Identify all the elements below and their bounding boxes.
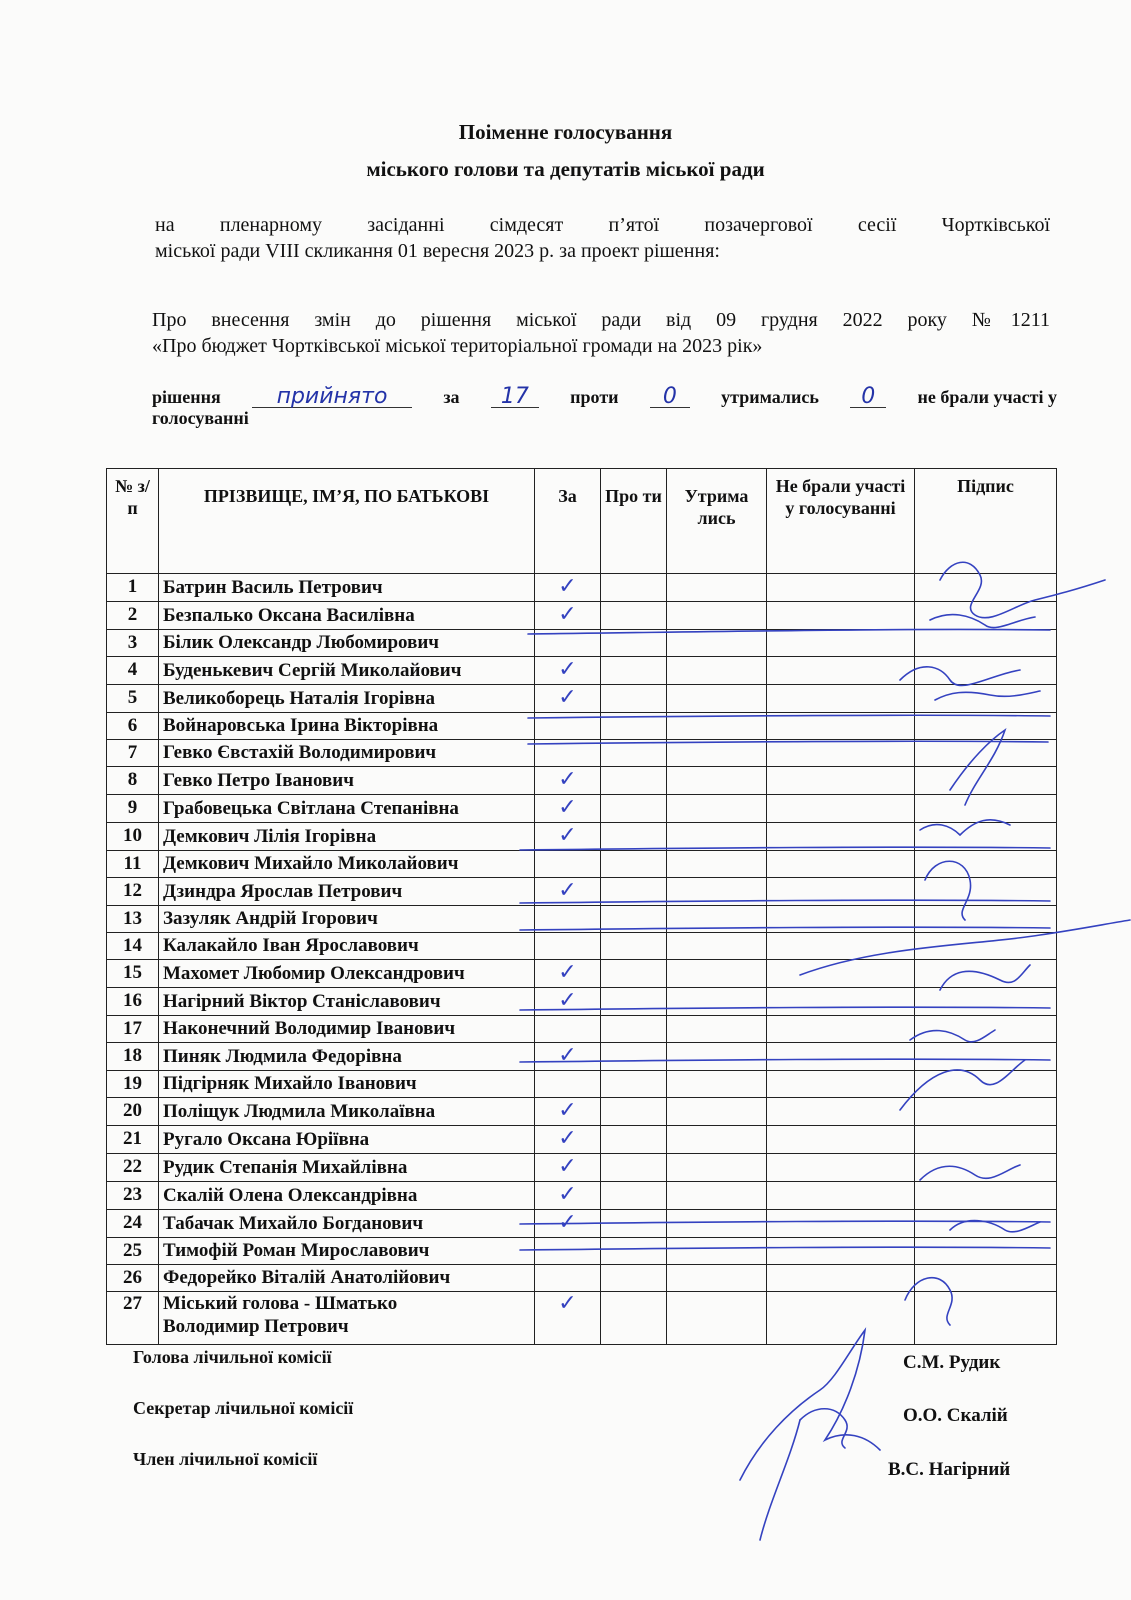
header-abstained: Утрима лись — [667, 469, 767, 574]
not-participated-cell — [767, 906, 915, 933]
signature-cell — [915, 933, 1057, 960]
against-label: проти — [570, 387, 619, 407]
decision-label: рішення — [152, 387, 221, 407]
vote-abstained-cell — [667, 960, 767, 988]
check-mark-icon: ✓ — [558, 1098, 577, 1123]
vote-for-cell — [535, 1210, 601, 1238]
deputy-name: Білик Олександр Любомирович — [159, 630, 535, 657]
vote-against-cell — [601, 685, 667, 713]
deputy-name: Грабовецька Світлана Степанівна — [159, 795, 535, 823]
vote-for-cell — [535, 767, 601, 795]
row-number: 17 — [107, 1016, 159, 1043]
document-title: Поіменне голосування — [458, 120, 673, 144]
not-participated-cell — [767, 1126, 915, 1154]
row-number: 19 — [107, 1071, 159, 1098]
row-number: 9 — [107, 795, 159, 823]
project-line-2: «Про бюджет Чортківської міської територіальної громади на 2023 рік» — [152, 335, 763, 357]
row-number: 16 — [107, 988, 159, 1016]
signature-cell — [915, 685, 1057, 713]
vote-abstained-cell — [667, 657, 767, 685]
signature-cell — [915, 851, 1057, 878]
vote-for-cell — [535, 1071, 601, 1098]
intro-line-2: міської ради VIII скликання 01 вересня 2023 р. за проект рішення: — [155, 240, 720, 262]
vote-result — [152, 386, 1057, 429]
signature-cell — [915, 713, 1057, 740]
check-mark-icon: ✓ — [558, 1126, 577, 1151]
vote-abstained-cell — [667, 1126, 767, 1154]
header-signature: Підпис — [915, 469, 1057, 574]
deputy-name: Демкович Лілія Ігорівна — [159, 823, 535, 851]
table-row — [107, 767, 1057, 795]
vote-for-cell — [535, 823, 601, 851]
not-participated-cell — [767, 1238, 915, 1265]
deputy-name: Ругало Оксана Юріївна — [159, 1126, 535, 1154]
row-number: 14 — [107, 933, 159, 960]
vote-against-cell — [601, 960, 667, 988]
deputy-name: Наконечний Володимир Іванович — [159, 1016, 535, 1043]
check-mark-icon: ✓ — [558, 1210, 577, 1235]
deputy-name: Дзиндра Ярослав Петрович — [159, 878, 535, 906]
not-participated-cell — [767, 933, 915, 960]
vote-against-cell — [601, 851, 667, 878]
vote-for-cell — [535, 574, 601, 602]
row-number: 2 — [107, 602, 159, 630]
for-label: за — [443, 387, 460, 407]
table-row — [107, 1154, 1057, 1182]
table-row — [107, 1238, 1057, 1265]
vote-abstained-cell — [667, 1016, 767, 1043]
row-number: 5 — [107, 685, 159, 713]
vote-against-cell — [601, 1238, 667, 1265]
vote-against-cell — [601, 878, 667, 906]
not-participated-cell — [767, 602, 915, 630]
vote-abstained-cell — [667, 1238, 767, 1265]
vote-against-cell — [601, 988, 667, 1016]
table-row — [107, 1182, 1057, 1210]
row-number: 23 — [107, 1182, 159, 1210]
signature-cell — [915, 1154, 1057, 1182]
table-row — [107, 960, 1057, 988]
chair-label: Голова лічильної комісії — [133, 1347, 332, 1367]
not-participated-cell — [767, 1182, 915, 1210]
check-mark-icon: ✓ — [558, 767, 577, 792]
signature-cell — [915, 1016, 1057, 1043]
vote-abstained-cell — [667, 1071, 767, 1098]
deputy-name: Батрин Василь Петрович — [159, 574, 535, 602]
row-number: 21 — [107, 1126, 159, 1154]
check-mark-icon: ✓ — [558, 657, 577, 682]
not-participated-cell — [767, 878, 915, 906]
signature-cell — [915, 878, 1057, 906]
signature-cell — [915, 1071, 1057, 1098]
vote-against-cell — [601, 906, 667, 933]
vote-abstained-cell — [667, 988, 767, 1016]
header-name: ПРІЗВИЩЕ, ІМ’Я, ПО БАТЬКОВІ — [159, 469, 535, 574]
table-row — [107, 795, 1057, 823]
signature-scribble — [740, 1330, 880, 1480]
not-participated-cell — [767, 657, 915, 685]
signature-scribble — [800, 1409, 847, 1448]
table-row — [107, 1210, 1057, 1238]
table-row — [107, 1016, 1057, 1043]
row-number: 7 — [107, 740, 159, 767]
table-row — [107, 906, 1057, 933]
not-participated-cell — [767, 1098, 915, 1126]
row-number: 10 — [107, 823, 159, 851]
deputy-name: Безпалько Оксана Василівна — [159, 602, 535, 630]
check-mark-icon: ✓ — [558, 795, 577, 820]
table-row — [107, 1071, 1057, 1098]
row-number: 22 — [107, 1154, 159, 1182]
vote-against-cell — [601, 630, 667, 657]
deputy-name: Табачак Михайло Богданович — [159, 1210, 535, 1238]
not-participated-cell — [767, 1210, 915, 1238]
vote-abstained-cell — [667, 685, 767, 713]
not-participated-cell — [767, 767, 915, 795]
vote-against-cell — [601, 602, 667, 630]
deputy-name: Підгірняк Михайло Іванович — [159, 1071, 535, 1098]
table-row — [107, 1265, 1057, 1292]
check-mark-icon: ✓ — [558, 574, 577, 599]
table-row — [107, 685, 1057, 713]
row-number: 8 — [107, 767, 159, 795]
vote-for-cell — [535, 988, 601, 1016]
vote-against-cell — [601, 1126, 667, 1154]
deputy-name: Калакайло Іван Ярославович — [159, 933, 535, 960]
signature-cell — [915, 906, 1057, 933]
signature-cell — [915, 823, 1057, 851]
vote-abstained-cell — [667, 851, 767, 878]
vote-against-cell — [601, 1154, 667, 1182]
deputy-name-line-1: Міський голова - Шматько — [163, 1293, 398, 1314]
deputy-name: Поліщук Людмила Миколаївна — [159, 1098, 535, 1126]
vote-abstained-cell — [667, 823, 767, 851]
vote-abstained-cell — [667, 795, 767, 823]
not-participated-cell — [767, 740, 915, 767]
vote-against-cell — [601, 1182, 667, 1210]
not-participated-cell — [767, 630, 915, 657]
abstained-count: 0 — [850, 386, 886, 408]
row-number: 18 — [107, 1043, 159, 1071]
check-mark-icon: ✓ — [558, 1154, 577, 1179]
vote-abstained-cell — [667, 630, 767, 657]
signature-cell — [915, 1238, 1057, 1265]
intro-line-1: на пленарному засіданні сімдесят п’ятої позачергової сесії Чортківської — [155, 214, 1050, 236]
not-participated-cell — [767, 1043, 915, 1071]
header-num: № з/п — [107, 469, 159, 574]
signature-cell — [915, 740, 1057, 767]
secretary-name: О.О. Скалій — [903, 1405, 1008, 1426]
vote-abstained-cell — [667, 1292, 767, 1345]
vote-against-cell — [601, 795, 667, 823]
not-participated-cell — [767, 1292, 915, 1345]
table-row — [107, 740, 1057, 767]
signature-scribble — [760, 1420, 800, 1540]
vote-for-cell — [535, 685, 601, 713]
table-row — [107, 574, 1057, 602]
not-participated-cell — [767, 851, 915, 878]
vote-for-cell — [535, 602, 601, 630]
table-row — [107, 1126, 1057, 1154]
signature-cell — [915, 1292, 1057, 1345]
signature-cell — [915, 657, 1057, 685]
signature-cell — [915, 1210, 1057, 1238]
table-row — [107, 1043, 1057, 1071]
check-mark-icon: ✓ — [558, 878, 577, 903]
voting-label: голосуванні — [152, 408, 249, 428]
deputy-name: Великоборець Наталія Ігорівна — [159, 685, 535, 713]
vote-against-cell — [601, 1071, 667, 1098]
vote-for-cell — [535, 851, 601, 878]
check-mark-icon: ✓ — [558, 823, 577, 848]
deputy-name: Зазуляк Андрій Ігорович — [159, 906, 535, 933]
secretary-label: Секретар лічильної комісії — [133, 1398, 354, 1418]
vote-for-cell — [535, 1292, 601, 1345]
signature-cell — [915, 1098, 1057, 1126]
deputy-name: Рудик Степанія Михайлівна — [159, 1154, 535, 1182]
vote-table — [106, 468, 1057, 1345]
not-participated-cell — [767, 988, 915, 1016]
row-number: 3 — [107, 630, 159, 657]
deputy-name: Пиняк Людмила Федорівна — [159, 1043, 535, 1071]
signature-cell — [915, 988, 1057, 1016]
deputy-name: Нагірний Віктор Станіславович — [159, 988, 535, 1016]
table-row — [107, 878, 1057, 906]
member-label: Член лічильної комісії — [133, 1449, 318, 1469]
vote-abstained-cell — [667, 1210, 767, 1238]
vote-for-cell — [535, 1126, 601, 1154]
signature-cell — [915, 795, 1057, 823]
vote-against-cell — [601, 1016, 667, 1043]
deputy-name: Федорейко Віталій Анатолійович — [159, 1265, 535, 1292]
table-row — [107, 657, 1057, 685]
signature-cell — [915, 1043, 1057, 1071]
for-count: 17 — [491, 386, 539, 408]
row-number: 24 — [107, 1210, 159, 1238]
table-row — [107, 1292, 1057, 1345]
header-not-participated: Не брали участі у голосуванні — [767, 469, 915, 574]
deputy-name: Демкович Михайло Миколайович — [159, 851, 535, 878]
row-number: 15 — [107, 960, 159, 988]
deputy-name: Буденькевич Сергій Миколайович — [159, 657, 535, 685]
signature-cell — [915, 767, 1057, 795]
not-participated-cell — [767, 1265, 915, 1292]
decision-value: прийнято — [252, 386, 412, 408]
table-row — [107, 630, 1057, 657]
not-participated-cell — [767, 713, 915, 740]
deputy-name: Махомет Любомир Олександрович — [159, 960, 535, 988]
row-number: 13 — [107, 906, 159, 933]
table-row — [107, 1098, 1057, 1126]
vote-for-cell — [535, 1238, 601, 1265]
vote-for-cell — [535, 740, 601, 767]
row-number: 27 — [107, 1292, 159, 1345]
row-number: 6 — [107, 713, 159, 740]
vote-abstained-cell — [667, 740, 767, 767]
vote-abstained-cell — [667, 1265, 767, 1292]
table-row — [107, 713, 1057, 740]
vote-against-cell — [601, 1265, 667, 1292]
document-subtitle: міського голови та депутатів міської ради — [366, 157, 765, 181]
row-number: 4 — [107, 657, 159, 685]
vote-against-cell — [601, 823, 667, 851]
vote-for-cell — [535, 1265, 601, 1292]
vote-against-cell — [601, 1210, 667, 1238]
vote-against-cell — [601, 740, 667, 767]
chair-name: С.М. Рудик — [903, 1352, 1001, 1373]
table-row — [107, 823, 1057, 851]
against-count: 0 — [650, 386, 690, 408]
row-number: 26 — [107, 1265, 159, 1292]
not-participated-cell — [767, 795, 915, 823]
not-participated-cell — [767, 823, 915, 851]
vote-against-cell — [601, 1098, 667, 1126]
table-row — [107, 933, 1057, 960]
project-line-1: Про внесення змін до рішення міської ради від 09 грудня 2022 року №1211 — [152, 309, 1050, 331]
signature-cell — [915, 960, 1057, 988]
vote-for-cell — [535, 713, 601, 740]
row-number: 20 — [107, 1098, 159, 1126]
check-mark-icon: ✓ — [558, 1291, 577, 1316]
check-mark-icon: ✓ — [558, 685, 577, 710]
check-mark-icon: ✓ — [558, 1043, 577, 1068]
vote-abstained-cell — [667, 1182, 767, 1210]
deputy-name: Скалій Олена Олександрівна — [159, 1182, 535, 1210]
member-name: В.С. Нагірний — [888, 1459, 1011, 1480]
signature-cell — [915, 630, 1057, 657]
check-mark-icon: ✓ — [558, 988, 577, 1013]
row-number: 11 — [107, 851, 159, 878]
table-row — [107, 602, 1057, 630]
signature-cell — [915, 1265, 1057, 1292]
vote-for-cell — [535, 878, 601, 906]
deputy-name: Гевко Петро Іванович — [159, 767, 535, 795]
not-participated-cell — [767, 685, 915, 713]
header-for: За — [535, 469, 601, 574]
signature-cell — [915, 1126, 1057, 1154]
vote-for-cell — [535, 906, 601, 933]
vote-abstained-cell — [667, 933, 767, 960]
vote-abstained-cell — [667, 574, 767, 602]
check-mark-icon: ✓ — [558, 1182, 577, 1207]
vote-for-cell — [535, 1043, 601, 1071]
signature-cell — [915, 574, 1057, 602]
row-number: 25 — [107, 1238, 159, 1265]
abstained-label: утримались — [721, 387, 819, 407]
check-mark-icon: ✓ — [558, 960, 577, 985]
vote-abstained-cell — [667, 767, 767, 795]
row-number: 1 — [107, 574, 159, 602]
vote-abstained-cell — [667, 906, 767, 933]
deputy-name — [159, 1292, 535, 1345]
vote-for-cell — [535, 1182, 601, 1210]
deputy-name-line-2: Володимир Петрович — [163, 1316, 349, 1337]
check-mark-icon: ✓ — [558, 602, 577, 627]
vote-for-cell — [535, 1016, 601, 1043]
not-participated-cell — [767, 574, 915, 602]
not-participated-cell — [767, 1071, 915, 1098]
vote-for-cell — [535, 933, 601, 960]
vote-against-cell — [601, 574, 667, 602]
vote-for-cell — [535, 1154, 601, 1182]
vote-for-cell — [535, 630, 601, 657]
vote-against-cell — [601, 657, 667, 685]
vote-for-cell — [535, 960, 601, 988]
vote-for-cell — [535, 657, 601, 685]
table-header-row — [107, 469, 1057, 574]
vote-against-cell — [601, 1043, 667, 1071]
not-participated-cell — [767, 1154, 915, 1182]
signature-cell — [915, 602, 1057, 630]
vote-against-cell — [601, 1292, 667, 1345]
vote-against-cell — [601, 767, 667, 795]
deputy-name: Гевко Євстахій Володимирович — [159, 740, 535, 767]
table-row — [107, 988, 1057, 1016]
table-row — [107, 851, 1057, 878]
signature-cell — [915, 1182, 1057, 1210]
vote-for-cell — [535, 1098, 601, 1126]
vote-abstained-cell — [667, 602, 767, 630]
not-participated-cell — [767, 1016, 915, 1043]
vote-abstained-cell — [667, 878, 767, 906]
vote-abstained-cell — [667, 713, 767, 740]
not-participated-label: не брали участі у — [917, 387, 1057, 407]
vote-against-cell — [601, 713, 667, 740]
vote-abstained-cell — [667, 1098, 767, 1126]
deputy-name: Войнаровська Ірина Вікторівна — [159, 713, 535, 740]
vote-abstained-cell — [667, 1154, 767, 1182]
header-against: Про ти — [601, 469, 667, 574]
deputy-name: Тимофій Роман Мирославович — [159, 1238, 535, 1265]
vote-for-cell — [535, 795, 601, 823]
row-number: 12 — [107, 878, 159, 906]
not-participated-cell — [767, 960, 915, 988]
vote-abstained-cell — [667, 1043, 767, 1071]
vote-against-cell — [601, 933, 667, 960]
